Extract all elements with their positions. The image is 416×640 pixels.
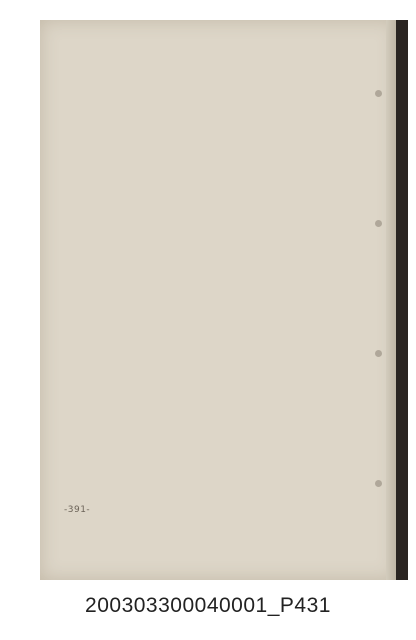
binding-hole [375, 220, 382, 227]
body-text-main [150, 62, 350, 482]
binding-holes [372, 20, 382, 580]
binding-hole [375, 90, 382, 97]
binding-hole [375, 480, 382, 487]
binding-hole [375, 350, 382, 357]
section-heading [120, 148, 142, 448]
page-number: -391- [64, 505, 91, 515]
page-edge [386, 20, 396, 580]
body-text-lead [72, 100, 116, 460]
catalog-id-label: 200303300040001_P431 [85, 594, 331, 617]
